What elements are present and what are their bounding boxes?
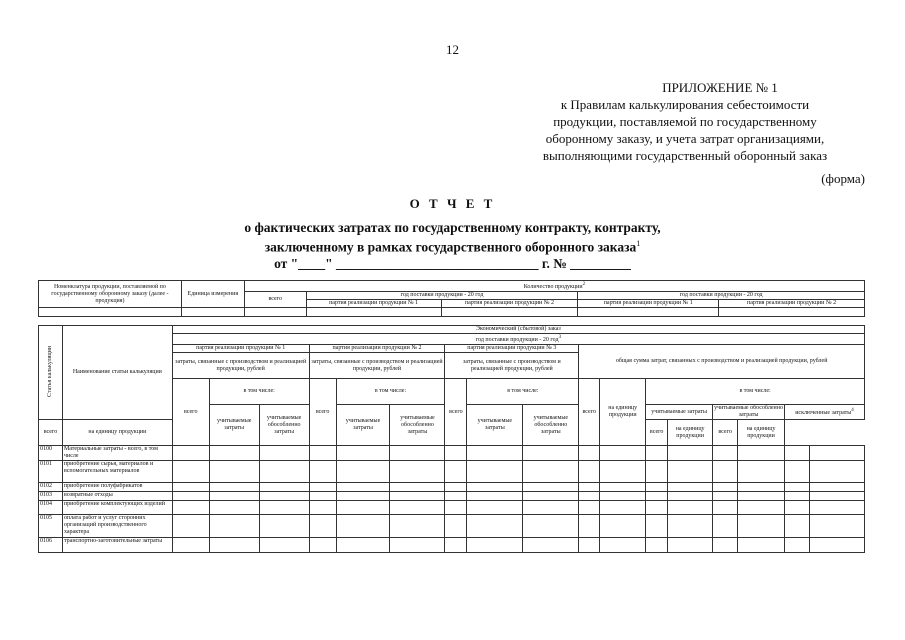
table-cell[interactable] (259, 446, 309, 461)
total-header: всего (579, 379, 600, 446)
table-cell[interactable] (445, 501, 467, 515)
total-short-header: всего (713, 420, 738, 446)
table-cell[interactable] (259, 492, 309, 501)
table-cell[interactable] (646, 538, 668, 553)
table-cell[interactable] (259, 483, 309, 492)
including-header: в том числе: (209, 379, 309, 405)
cell[interactable] (441, 308, 578, 317)
table-cell[interactable] (809, 461, 864, 483)
appendix-line: выполняющими государственный оборонный заказ (542, 148, 828, 163)
table-cell[interactable] (172, 483, 209, 492)
footnote-mark: 1 (636, 239, 641, 248)
table-cell[interactable] (209, 446, 259, 461)
report-title: О Т Ч Е Т (409, 196, 496, 211)
row-name: приобретение комплектующих изделий (62, 501, 172, 515)
costs-related-header: затраты, связанные с производством и реализацией продукции, рублей (445, 353, 579, 379)
table-cell[interactable] (209, 483, 259, 492)
table-cell[interactable] (785, 492, 810, 501)
total-short-header: всего (39, 420, 63, 446)
nomenclature-header: Номенклатура продукции, поставляемой по государственному оборонному заказу (далее - продукция) (39, 281, 182, 308)
table-cell[interactable] (738, 492, 785, 501)
page-number: 12 (446, 42, 459, 57)
row-name: возвратные отходы (62, 492, 172, 501)
cell[interactable] (306, 308, 441, 317)
table-cell[interactable] (172, 492, 209, 501)
table-cell[interactable] (600, 492, 646, 501)
form-label: (форма) (821, 171, 865, 186)
table-cell[interactable] (738, 483, 785, 492)
accounted-header: учитываемые затраты (336, 405, 390, 446)
table-cell[interactable] (738, 515, 785, 538)
name-header: Наименование статьи калькуляции (62, 326, 172, 420)
table-cell[interactable] (523, 446, 579, 461)
table-cell[interactable] (668, 483, 713, 492)
excluded-costs-header: исключенные затраты$^4$ (785, 405, 865, 420)
table-cell[interactable] (600, 515, 646, 538)
including-header-2: в том числе: (646, 379, 865, 405)
year-header: год поставки продукции - 20 год$^3$ (172, 334, 864, 345)
table-cell[interactable] (713, 501, 738, 515)
report-subtitle-line2: заключенному в рамках государственного оборонного заказа (264, 239, 637, 255)
table-cell[interactable] (646, 492, 668, 501)
row-name: Материальные затраты - всего, в том числе (62, 446, 172, 461)
table-cell[interactable] (336, 461, 390, 483)
table-cell[interactable] (336, 538, 390, 553)
table-cell[interactable] (445, 483, 467, 492)
cell[interactable] (39, 308, 182, 317)
table-cell[interactable] (259, 515, 309, 538)
table-cell[interactable] (467, 515, 523, 538)
quantity-table (38, 280, 865, 317)
accounted-costs-header: учитываемые затраты (646, 405, 713, 420)
table-row (39, 483, 865, 492)
report-subtitle-line1: о фактических затратах по государственному контракту, контракту, (244, 220, 661, 235)
accounted-separately-header: учитываемые обособленно затраты (390, 405, 445, 446)
table-cell[interactable] (738, 501, 785, 515)
table-cell[interactable] (809, 492, 864, 501)
table-cell[interactable] (523, 538, 579, 553)
appendix-block (505, 79, 865, 164)
table-cell[interactable] (259, 461, 309, 483)
table-cell[interactable] (445, 538, 467, 553)
batch-header: партия реализации продукции № 1 (578, 300, 719, 308)
row-code: 0103 (39, 492, 63, 501)
table-cell[interactable] (390, 515, 445, 538)
table-cell[interactable] (579, 501, 600, 515)
batch-header: партия реализации продукции № 2 (441, 300, 578, 308)
table-cell[interactable] (785, 446, 810, 461)
table-cell[interactable] (809, 446, 864, 461)
total-sum-header: общая сумма затрат, связанных с производством и реализацией продукции, рублей (579, 345, 865, 379)
economic-order-header: Экономический (сбытовой) заказ (172, 326, 864, 334)
table-row (39, 501, 865, 515)
table-cell[interactable] (809, 515, 864, 538)
accounted-header: учитываемые затраты (209, 405, 259, 446)
row-name: оплата работ и услуг сторонних организаций производственного характера (62, 515, 172, 538)
year-header-2: год поставки продукции - 20 год (578, 292, 865, 300)
report-date-line: от "____" ______________________________ г. № _________ (274, 255, 631, 271)
table-cell[interactable] (646, 501, 668, 515)
row-code: 0104 (39, 501, 63, 515)
table-cell[interactable] (713, 446, 738, 461)
appendix-line: к Правилам калькулирования себестоимости (560, 97, 810, 112)
table-cell[interactable] (785, 515, 810, 538)
table-cell[interactable] (172, 501, 209, 515)
table-cell[interactable] (668, 501, 713, 515)
table-cell[interactable] (309, 501, 336, 515)
including-header: в том числе: (467, 379, 579, 405)
including-header: в том числе: (336, 379, 445, 405)
table-cell[interactable] (600, 446, 646, 461)
table-cell[interactable] (809, 501, 864, 515)
table-cell[interactable] (445, 446, 467, 461)
batch-header-2: партия реализации продукции № 2 (309, 345, 445, 353)
table-cell[interactable] (445, 461, 467, 483)
table-cell[interactable] (713, 538, 738, 553)
table-cell[interactable] (467, 538, 523, 553)
table-cell[interactable] (579, 446, 600, 461)
table-cell[interactable] (336, 501, 390, 515)
table-cell[interactable] (600, 483, 646, 492)
costs-related-header: затраты, связанные с производством и реализацией продукции, рублей (172, 353, 309, 379)
table-row (39, 515, 865, 538)
cell[interactable] (719, 308, 865, 317)
table-cell[interactable] (646, 483, 668, 492)
table-cell[interactable] (309, 538, 336, 553)
unit-header: Единица измерения (181, 281, 244, 308)
table-cell[interactable] (809, 538, 864, 553)
table-cell[interactable] (336, 515, 390, 538)
table-cell[interactable] (809, 483, 864, 492)
table-cell[interactable] (738, 538, 785, 553)
table-cell[interactable] (713, 515, 738, 538)
costs-related-header: затраты, связанные с производством и реализацией продукции, рублей (309, 353, 445, 379)
cell[interactable] (181, 308, 244, 317)
table-cell[interactable] (390, 461, 445, 483)
batch-header-3: партия реализации продукции № 3 (445, 345, 579, 353)
cell[interactable] (578, 308, 719, 317)
table-cell[interactable] (785, 461, 810, 483)
table-cell[interactable] (523, 501, 579, 515)
table-cell[interactable] (579, 515, 600, 538)
table-cell[interactable] (713, 483, 738, 492)
batch-header-1: партия реализации продукции № 1 (172, 345, 309, 353)
row-code: 0100 (39, 446, 63, 461)
table-cell[interactable] (309, 492, 336, 501)
table-cell[interactable] (600, 501, 646, 515)
table-cell[interactable] (646, 461, 668, 483)
table-cell[interactable] (309, 446, 336, 461)
table-cell[interactable] (172, 461, 209, 483)
accounted-separately-header: учитываемые обособленно затраты (259, 405, 309, 446)
table-cell[interactable] (336, 483, 390, 492)
per-unit-header: на единицу продукции (738, 420, 785, 446)
table-row (39, 446, 865, 461)
per-unit-header: на единицу продукции (600, 379, 646, 446)
table-cell[interactable] (209, 492, 259, 501)
table-cell[interactable] (646, 515, 668, 538)
article-header: Статья калькуляции (39, 326, 63, 420)
appendix-line: продукции, поставляемой по государственному (553, 114, 817, 129)
table-cell[interactable] (172, 538, 209, 553)
table-cell[interactable] (467, 501, 523, 515)
table-cell[interactable] (209, 538, 259, 553)
row-name: транспортно-заготовительные затраты (62, 538, 172, 553)
table-cell[interactable] (467, 461, 523, 483)
table-cell[interactable] (668, 461, 713, 483)
table-cell[interactable] (390, 538, 445, 553)
table-cell[interactable] (390, 483, 445, 492)
table-cell[interactable] (668, 492, 713, 501)
table-cell[interactable] (467, 446, 523, 461)
table-cell[interactable] (668, 538, 713, 553)
per-unit-header: на единицу продукции (62, 420, 172, 446)
cell[interactable] (244, 308, 306, 317)
table-cell[interactable] (579, 538, 600, 553)
table-row (39, 492, 865, 501)
table-cell[interactable] (259, 538, 309, 553)
table-cell[interactable] (172, 446, 209, 461)
table-row (39, 538, 865, 553)
table-cell[interactable] (209, 515, 259, 538)
per-unit-header: на единицу продукции (668, 420, 713, 446)
table-cell[interactable] (668, 446, 713, 461)
batch-header: партия реализации продукции № 2 (719, 300, 865, 308)
total-header: всего (244, 292, 306, 308)
accounted-header: учитываемые затраты (467, 405, 523, 446)
table-cell[interactable] (713, 492, 738, 501)
table-cell[interactable] (523, 492, 579, 501)
year-header-1: год поставки продукции - 20 год (306, 292, 578, 300)
accounted-sep-costs-header: учитываемые обособленно затраты (714, 405, 783, 418)
cost-table (38, 325, 865, 553)
quantity-header: Количество продукции$^2$ (244, 281, 864, 292)
table-row (39, 461, 865, 483)
total-header: всего (309, 379, 336, 446)
table-cell[interactable] (785, 501, 810, 515)
row-code: 0105 (39, 515, 63, 538)
appendix-title: ПРИЛОЖЕНИЕ № 1 (662, 80, 778, 95)
table-cell[interactable] (579, 492, 600, 501)
table-cell[interactable] (390, 501, 445, 515)
report-subtitle (0, 220, 905, 272)
table-cell[interactable] (738, 461, 785, 483)
table-cell[interactable] (785, 538, 810, 553)
row-name: приобретение сырья, материалов и вспомогательных материалов (62, 461, 172, 483)
row-name: приобретение полуфабрикатов (62, 483, 172, 492)
table-cell[interactable] (523, 515, 579, 538)
total-header: всего (445, 379, 467, 446)
table-cell[interactable] (738, 446, 785, 461)
table-cell[interactable] (668, 515, 713, 538)
accounted-separately-header: учитываемые обособленно затраты (523, 405, 579, 446)
table-cell[interactable] (390, 446, 445, 461)
row-code: 0102 (39, 483, 63, 492)
table-cell[interactable] (467, 492, 523, 501)
table-cell[interactable] (209, 461, 259, 483)
table-cell[interactable] (579, 461, 600, 483)
table-cell[interactable] (309, 515, 336, 538)
table-cell[interactable] (445, 515, 467, 538)
row-code: 0106 (39, 538, 63, 553)
table-cell[interactable] (467, 483, 523, 492)
table-cell[interactable] (309, 483, 336, 492)
batch-header: партия реализации продукции № 1 (306, 300, 441, 308)
table-cell[interactable] (579, 483, 600, 492)
table-cell[interactable] (172, 515, 209, 538)
table-cell[interactable] (523, 483, 579, 492)
total-short-header: всего (646, 420, 668, 446)
appendix-line: оборонному заказу, и учета затрат организациями, (545, 131, 825, 146)
table-cell[interactable] (336, 446, 390, 461)
table-cell[interactable] (713, 461, 738, 483)
row-code: 0101 (39, 461, 63, 483)
table-cell[interactable] (309, 461, 336, 483)
table-cell[interactable] (336, 492, 390, 501)
table-cell[interactable] (600, 538, 646, 553)
table-cell[interactable] (445, 492, 467, 501)
table-cell[interactable] (600, 461, 646, 483)
table-cell[interactable] (259, 501, 309, 515)
table-cell[interactable] (523, 461, 579, 483)
total-header: всего (172, 379, 209, 446)
table-cell[interactable] (209, 501, 259, 515)
table-cell[interactable] (785, 483, 810, 492)
table-cell[interactable] (646, 446, 668, 461)
table-cell[interactable] (390, 492, 445, 501)
